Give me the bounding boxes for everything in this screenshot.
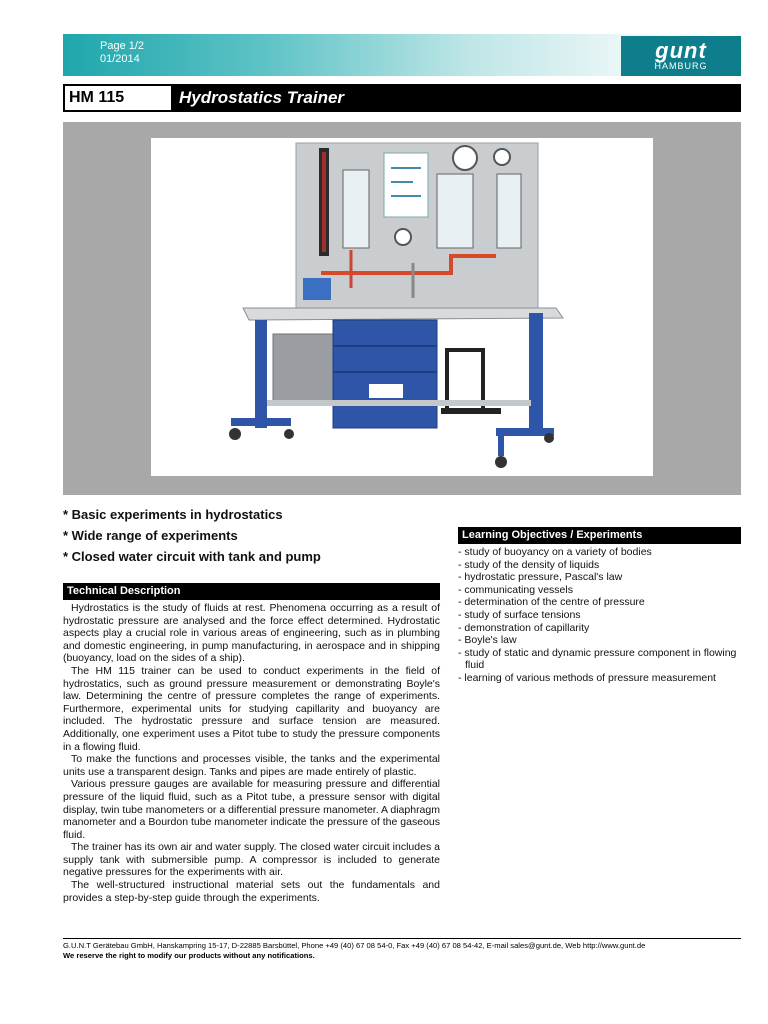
- page-number: Page 1/2: [100, 40, 145, 52]
- objective-item: - Boyle's law: [458, 634, 517, 647]
- feature-item: * Wide range of experiments: [63, 528, 238, 543]
- objective-item: - communicating vessels: [458, 583, 573, 596]
- footer-divider: [63, 938, 741, 939]
- paragraph: The well-structured instructional material sets out the fundamentals and provides a step-by-step guide through the experiments.: [63, 879, 440, 904]
- pump-unit: [303, 278, 331, 300]
- objective-item: - study of buoyancy on a variety of bodies: [458, 546, 652, 558]
- left-leg: [255, 320, 267, 428]
- diaphragm-gauge-icon: [395, 229, 411, 245]
- objective-item: - learning of various methods of pressure measurement: [458, 671, 716, 684]
- gunt-logo: [621, 36, 741, 76]
- caster-icon: [495, 456, 507, 468]
- right-leg: [529, 313, 543, 433]
- feature-list: [63, 504, 321, 567]
- product-photo: [151, 138, 653, 476]
- learning-objectives-list: [458, 546, 741, 685]
- schematic-poster: [384, 153, 428, 217]
- tank-center: [437, 174, 473, 248]
- technical-description-text: [63, 602, 440, 904]
- feature-item: * Basic experiments in hydrostatics: [63, 507, 283, 522]
- company-address: G.U.N.T Gerätebau GmbH, Hanskampring 15-17, D-22885 Barsbüttel, Phone +49 (40) 67 08 54-0, Fax +49 (40) 67 08 54-42, E-mail sales@gunt.de, Web http://www.gunt.de: [63, 941, 646, 950]
- objective-item: - study of surface tensions: [458, 608, 581, 621]
- pressure-gauge-icon: [453, 146, 477, 170]
- caster-icon: [284, 429, 294, 439]
- paragraph: To make the functions and processes visible, the tanks and the experimental units use a transparent design. Tanks and pipes are made entirely of plastic.: [63, 753, 440, 778]
- paragraph: The HM 115 trainer can be used to conduct experiments in the field of hydrostatics, such as ground pressure measurement or demonstrating Boyle's law. Determining the centre of pressure completes the range of experiments. Furthermore, experimental units for studying capillarity and buoyancy are included. The hydrostatic pressure and surface tension are measured. Additionally, one experiment uses a Pitot tube to study the pressure components in a flowing fluid.: [63, 664, 440, 753]
- trainer-illustration: [151, 138, 653, 476]
- issue-date: 01/2014: [100, 53, 140, 65]
- pressure-gauge-small-icon: [494, 149, 510, 165]
- technical-description-heading: Technical Description: [63, 583, 440, 600]
- objective-item: - study of the density of liquids: [458, 558, 600, 571]
- footer: [63, 941, 741, 961]
- objective-item: - demonstration of capillarity: [458, 621, 590, 634]
- learning-objectives-heading: Learning Objectives / Experiments: [458, 527, 741, 544]
- logo-word: gunt: [655, 38, 707, 63]
- drawer-cabinet: [333, 320, 437, 428]
- cabinet-logo: [369, 384, 403, 398]
- supply-tank: [273, 334, 335, 402]
- tank-left: [343, 170, 369, 248]
- tank-right: [497, 174, 521, 248]
- paragraph: Various pressure gauges are available for measuring pressure and differential pressure of the liquid fluid, such as a Pitot tube, a pressure sensor with digital display, twin tube manometers or a differential pressure manometer. A diaphragm manometer and a Bourdon tube manometer indicate the pressure of the gaseous fluid.: [63, 778, 440, 841]
- page-info: [100, 40, 144, 66]
- disclaimer: We reserve the right to modify our products without any notifications.: [63, 951, 315, 960]
- table-top: [243, 308, 563, 320]
- objective-item: - study of static and dynamic pressure component in flowing fluid: [458, 646, 737, 672]
- product-title: Hydrostatics Trainer: [179, 88, 345, 107]
- objective-item: - determination of the centre of pressure: [458, 596, 645, 609]
- logo-sub: HAMBURG: [654, 61, 708, 71]
- paragraph: Hydrostatics is the study of fluids at rest. Phenomena occurring as a result of hydrostatic pressure are analysed and the force effect determined. Hydrostatic aspects play a crucial role in various areas of engineering, such as in plumbing and domestic engineering, in pump manufacturing, in aerospace and in shipping (buoyancy, load on the sides of a ship).: [63, 602, 440, 665]
- caster-icon: [229, 428, 241, 440]
- photo-area: [63, 122, 741, 495]
- feature-item: * Closed water circuit with tank and pump: [63, 549, 321, 564]
- paragraph: The trainer has its own air and water supply. The closed water circuit includes a supply tank with submersible pump. A compressor is included to generate negative pressures for the experiments with air.: [63, 841, 440, 879]
- title-bar: [63, 84, 741, 112]
- caster-icon: [544, 433, 554, 443]
- objective-item: - hydrostatic pressure, Pascal's law: [458, 571, 623, 584]
- model-number: HM 115: [65, 86, 171, 110]
